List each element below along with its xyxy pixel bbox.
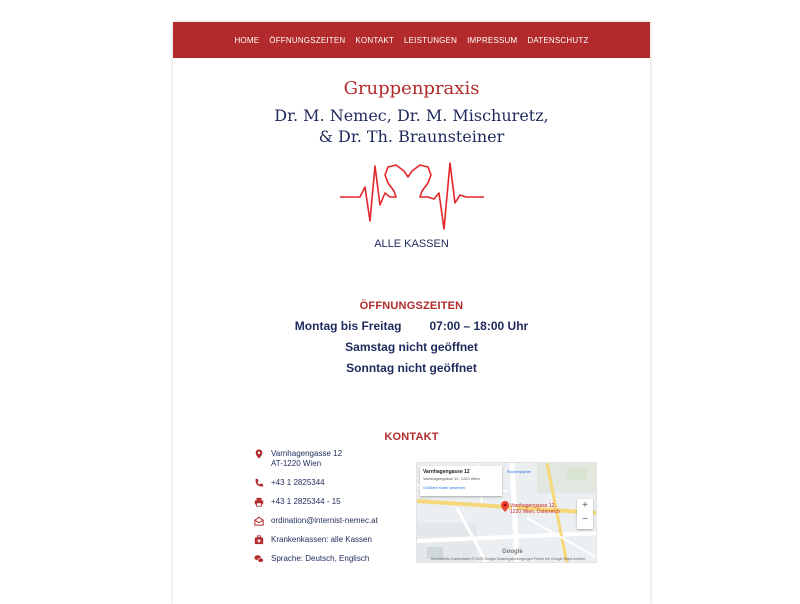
fax-printer-icon: [253, 497, 265, 507]
doctors-line-1: Dr. M. Nemec, Dr. M. Mischuretz,: [274, 106, 549, 125]
contact-languages: [253, 554, 413, 564]
map-marker-label: [510, 503, 560, 515]
insurance-text: Krankenkassen: alle Kassen: [271, 535, 372, 544]
saturday-hours: Samstag nicht geöffnet: [345, 340, 478, 354]
map-marker-icon[interactable]: [501, 501, 509, 512]
fax-number: +43 1 2825344 - 15: [271, 497, 341, 506]
zoom-out-button[interactable]: −: [582, 514, 588, 525]
main-nav: [173, 22, 650, 58]
doctors-names: [173, 105, 650, 147]
chat-bubbles-icon: [253, 554, 265, 564]
google-logo: Google: [502, 549, 523, 555]
map-zoom-control: [577, 499, 593, 529]
contact-insurance: [253, 535, 413, 545]
opening-hours-title: ÖFFNUNGSZEITEN: [359, 300, 464, 312]
contact-list: [253, 449, 413, 573]
heart-ekg-icon: [340, 161, 484, 235]
nav-home[interactable]: HOME: [234, 35, 260, 45]
marker-label-line-2: 1220 Wien, Österreich: [510, 509, 560, 515]
route-planner-link[interactable]: Routenplaner: [507, 469, 532, 474]
map-card-title: Varnhagengasse 12: [423, 469, 470, 475]
marker-label-line-1: Varnhagengasse 12,: [510, 503, 556, 509]
languages-text: Sprache: Deutsch, Englisch: [271, 554, 370, 563]
contact-title: KONTAKT: [384, 431, 439, 443]
nav-impressum[interactable]: IMPRESSUM: [467, 35, 518, 45]
google-map-embed[interactable]: [416, 462, 597, 563]
weekday-label: Montag bis Freitag: [294, 319, 402, 333]
phone-icon: [253, 478, 265, 488]
contact-address: [253, 449, 413, 469]
nav-leistungen[interactable]: LEISTUNGEN: [404, 35, 458, 45]
map-info-card: [420, 466, 502, 496]
contact-email[interactable]: [253, 516, 413, 526]
alle-kassen-label: ALLE KASSEN: [374, 238, 449, 250]
weekday-hours: [173, 319, 650, 333]
opening-hours-section: [173, 300, 650, 375]
envelope-icon: [253, 516, 265, 526]
nav-datenschutz[interactable]: DATENSCHUTZ: [527, 35, 589, 45]
contact-section: [173, 443, 650, 583]
larger-map-link[interactable]: Größere Karte ansehen: [423, 485, 466, 490]
nav-kontakt[interactable]: KONTAKT: [355, 35, 394, 45]
contact-fax: [253, 497, 413, 507]
zoom-in-button[interactable]: +: [582, 500, 588, 511]
address-line-2: AT-1220 Wien: [271, 459, 322, 468]
contact-header: [173, 431, 650, 443]
contact-phone[interactable]: [253, 478, 413, 488]
map-pin-icon: [253, 449, 265, 459]
page-title: Gruppenpraxis: [343, 78, 480, 99]
doctors-line-2: & Dr. Th. Braunsteiner: [318, 127, 505, 146]
phone-number[interactable]: +43 1 2825344: [271, 478, 325, 487]
weekday-time: 07:00 – 18:00 Uhr: [429, 319, 529, 333]
map-card-address: Varnhagengasse 12, 1220 Wien: [423, 476, 480, 481]
page-container: [173, 22, 650, 604]
nav-oeffnungszeiten[interactable]: ÖFFNUNGSZEITEN: [269, 35, 346, 45]
header-section: [173, 78, 650, 250]
medical-kit-icon: [253, 535, 265, 545]
address-line-1: Varnhagengasse 12: [271, 449, 343, 458]
map-footer: Kurzbefehle Kartendaten © 2022 Google Nutzungsbedingungen Fehler bei Google Maps melden: [431, 557, 586, 561]
sunday-hours: Sonntag nicht geöffnet: [346, 361, 477, 375]
email-link[interactable]: ordination@internist-nemec.at: [271, 516, 378, 525]
